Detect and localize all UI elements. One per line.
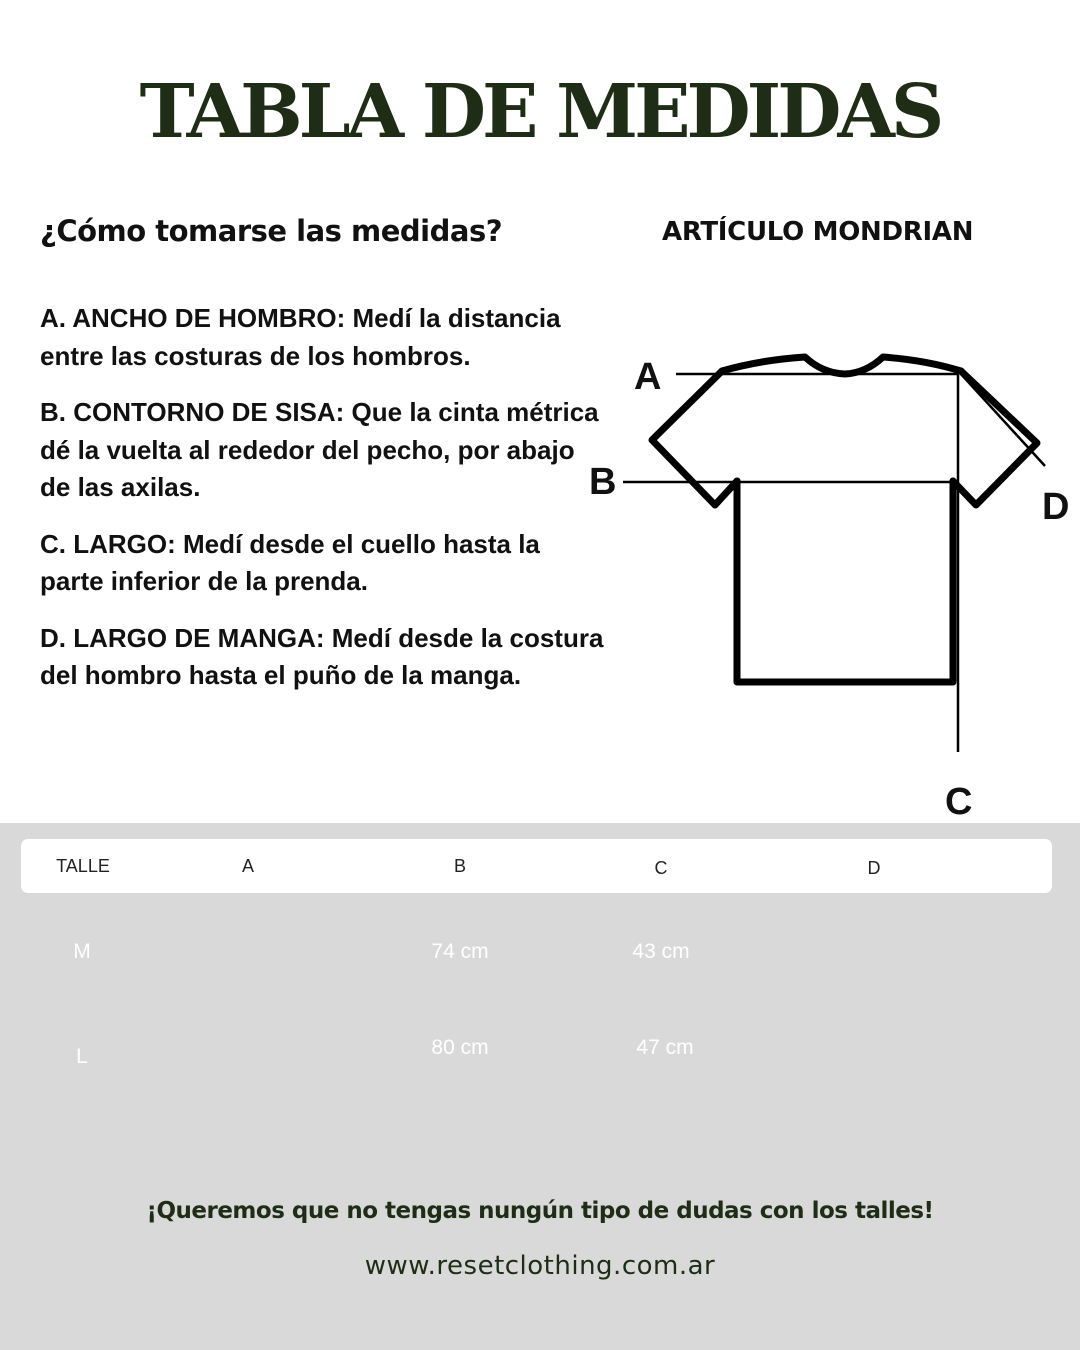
- diagram-label-a: A: [634, 356, 662, 398]
- row-l-talle: L: [76, 1045, 88, 1068]
- diagram-label-d: D: [1042, 486, 1070, 528]
- footer-message: ¡Queremos que no tengas nungún tipo de dudas con los talles!: [146, 1198, 934, 1224]
- how-to-measure-heading: ¿Cómo tomarse las medidas?: [40, 214, 503, 248]
- row-m-b: 74 cm: [431, 940, 489, 963]
- instruction-d: D. LARGO DE MANGA: Medí desde la costura del hombro hasta el puño de la manga.: [40, 622, 604, 690]
- row-m-c: 43 cm: [632, 940, 690, 963]
- diagram-label-b: B: [589, 461, 617, 503]
- article-title: ARTÍCULO MONDRIAN: [662, 217, 974, 247]
- instruction-b: B. CONTORNO DE SISA: Que la cinta métrica dé la vuelta al rededor del pecho, por abajo de las axilas.: [40, 397, 599, 502]
- header-talle: TALLE: [56, 856, 110, 876]
- measure-line-d: [960, 373, 1045, 466]
- instruction-c: C. LARGO: Medí desde el cuello hasta la parte inferior de la prenda.: [40, 528, 540, 596]
- row-l-b: 80 cm: [431, 1036, 489, 1059]
- page-title: TABLA DE MEDIDAS: [139, 69, 941, 155]
- diagram-label-c: C: [945, 781, 973, 823]
- t-shirt-icon: [652, 357, 1037, 682]
- header-d: D: [867, 858, 881, 878]
- header-c: C: [654, 858, 668, 878]
- measurement-lines: [623, 373, 1045, 752]
- instruction-a: A. ANCHO DE HOMBRO: Medí la distancia entre las costuras de los hombros.: [40, 303, 561, 371]
- row-m-talle: M: [73, 940, 91, 963]
- website-link[interactable]: www.resetclothing.com.ar: [364, 1251, 716, 1281]
- header-b: B: [453, 856, 466, 876]
- row-l-c: 47 cm: [636, 1036, 694, 1059]
- header-a: A: [241, 856, 254, 876]
